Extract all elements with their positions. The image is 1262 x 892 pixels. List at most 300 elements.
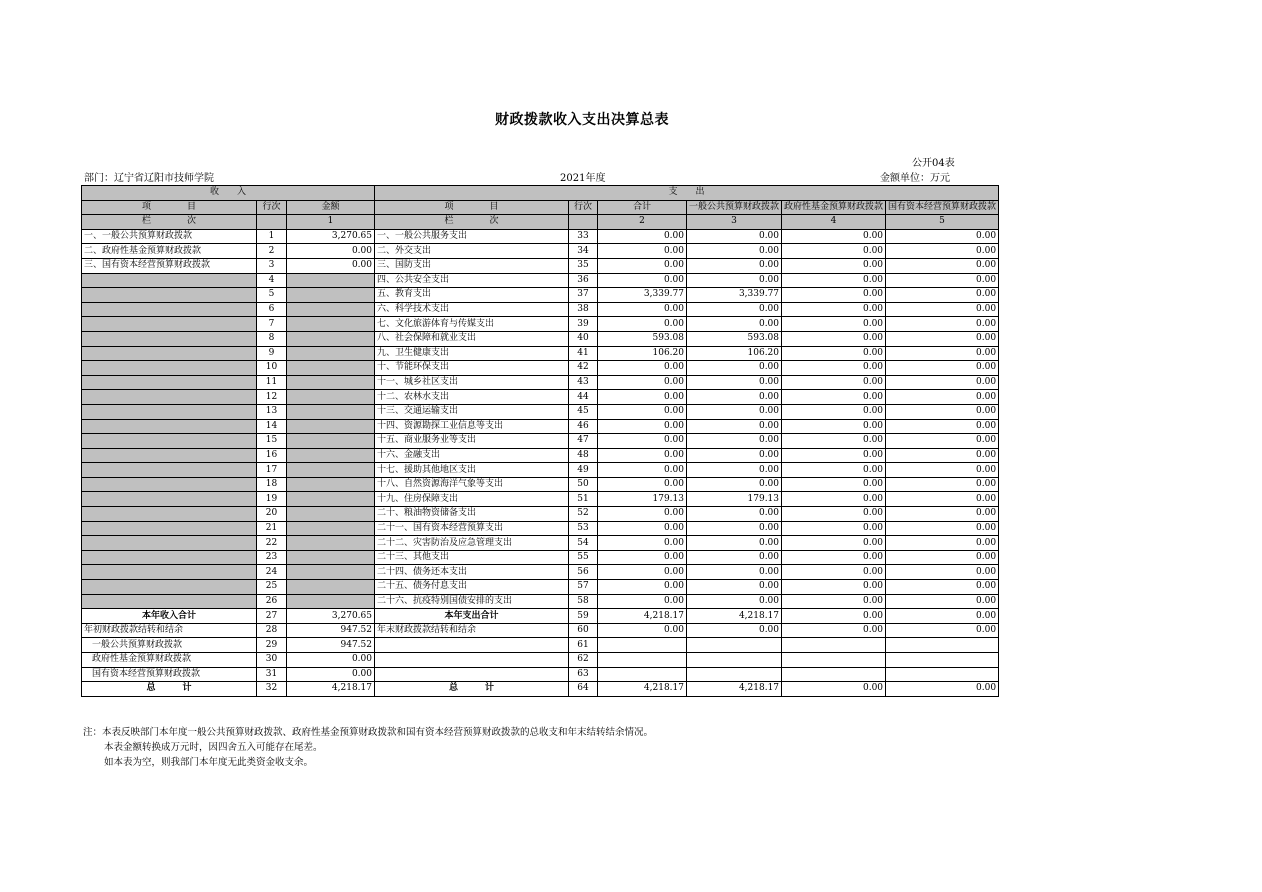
- state-capital-amount: 0.00: [886, 258, 999, 273]
- income-grand-total-amount: 4,218.17: [287, 682, 375, 697]
- income-amount: [287, 565, 375, 580]
- state-capital-amount: 0.00: [886, 434, 999, 449]
- state-capital-amount: [886, 653, 999, 668]
- expense-row-no: 63: [569, 667, 598, 682]
- expense-total: 3,339.77: [598, 288, 687, 303]
- state-capital-amount: 0.00: [886, 594, 999, 609]
- income-row-no: 22: [257, 536, 287, 551]
- gov-fund-amount: 0.00: [782, 580, 886, 595]
- income-item: [82, 361, 257, 376]
- general-budget-amount: 0.00: [687, 375, 782, 390]
- grand-total-row: [82, 682, 999, 697]
- expense-item: 六、科学技术支出: [375, 302, 569, 317]
- income-item: [82, 375, 257, 390]
- table-row: [82, 594, 999, 609]
- income-carry-item: 年初财政拨款结转和结余: [82, 623, 257, 638]
- gov-fund-amount: 0.00: [782, 375, 886, 390]
- table-row: [82, 258, 999, 273]
- expense-total: 0.00: [598, 594, 687, 609]
- income-amount: [287, 434, 375, 449]
- state-capital-amount: 0.00: [886, 361, 999, 376]
- expense-total: 4,218.17: [598, 682, 687, 697]
- expense-item: 五、教育支出: [375, 288, 569, 303]
- income-item: [82, 448, 257, 463]
- income-amount: [287, 594, 375, 609]
- income-year-total-label: 本年收入合计: [82, 609, 257, 624]
- expense-total: 593.08: [598, 331, 687, 346]
- general-budget-amount: 0.00: [687, 404, 782, 419]
- table-row: [82, 521, 999, 536]
- state-capital-amount: 0.00: [886, 419, 999, 434]
- expense-item: 十四、资源勘探工业信息等支出: [375, 419, 569, 434]
- general-budget-amount: 0.00: [687, 623, 782, 638]
- income-amount: [287, 492, 375, 507]
- income-item: [82, 302, 257, 317]
- state-capital-amount: 0.00: [886, 404, 999, 419]
- gov-fund-amount: 0.00: [782, 390, 886, 405]
- fiscal-year: 2021年度: [560, 173, 606, 184]
- expense-row-no: 36: [569, 273, 598, 288]
- income-carry-item: 国有资本经营预算财政拨款: [82, 667, 257, 682]
- table-row: [82, 244, 999, 259]
- general-budget-amount: [687, 667, 782, 682]
- expense-total: 0.00: [598, 404, 687, 419]
- gov-fund-amount: 0.00: [782, 623, 886, 638]
- expense-item: 二十、粮油物资储备支出: [375, 507, 569, 522]
- income-amount: [287, 361, 375, 376]
- column-index-1: 1: [287, 215, 375, 230]
- income-amount: [287, 317, 375, 332]
- gov-fund-amount: 0.00: [782, 477, 886, 492]
- expense-total: [598, 638, 687, 653]
- table-row: [82, 317, 999, 332]
- state-capital-amount: 0.00: [886, 244, 999, 259]
- income-item: [82, 565, 257, 580]
- section-header-row: [82, 186, 999, 201]
- table-row: [82, 580, 999, 595]
- income-amount: [287, 302, 375, 317]
- state-capital-amount: 0.00: [886, 448, 999, 463]
- expense-row-no: 60: [569, 623, 598, 638]
- income-section-header: 收 入: [82, 186, 375, 201]
- gov-fund-amount: 0.00: [782, 288, 886, 303]
- table-row: [82, 463, 999, 478]
- income-item: [82, 492, 257, 507]
- general-budget-amount: 0.00: [687, 448, 782, 463]
- income-amount: [287, 536, 375, 551]
- income-amount: 0.00: [287, 244, 375, 259]
- expense-total: 0.00: [598, 375, 687, 390]
- gov-fund-amount: 0.00: [782, 565, 886, 580]
- table-row: [82, 477, 999, 492]
- expense-row-no: 53: [569, 521, 598, 536]
- carry-row: [82, 638, 999, 653]
- table-row: [82, 361, 999, 376]
- amount-unit: 金额单位：万元: [880, 173, 950, 184]
- income-amount: [287, 346, 375, 361]
- expense-total: 179.13: [598, 492, 687, 507]
- income-row-no: 17: [257, 463, 287, 478]
- gov-fund-amount: 0.00: [782, 536, 886, 551]
- income-amount: [287, 448, 375, 463]
- expense-item: 七、文化旅游体育与传媒支出: [375, 317, 569, 332]
- income-amount: 947.52: [287, 623, 375, 638]
- gov-fund-amount: 0.00: [782, 594, 886, 609]
- expense-row-no: 43: [569, 375, 598, 390]
- income-row-no: 24: [257, 565, 287, 580]
- income-item: 二、政府性基金预算财政拨款: [82, 244, 257, 259]
- expense-row-no: 51: [569, 492, 598, 507]
- expense-item: 四、公共安全支出: [375, 273, 569, 288]
- expense-row-no: 35: [569, 258, 598, 273]
- table-row: [82, 507, 999, 522]
- state-capital-amount: 0.00: [886, 536, 999, 551]
- department-label: 部门：辽宁省辽阳市技师学院: [84, 173, 214, 184]
- income-item: [82, 521, 257, 536]
- table-row: [82, 346, 999, 361]
- income-item: [82, 536, 257, 551]
- general-budget-amount: 0.00: [687, 580, 782, 595]
- income-amount: [287, 463, 375, 478]
- gov-fund-amount: 0.00: [782, 609, 886, 624]
- income-item: 三、国有资本经营预算财政拨款: [82, 258, 257, 273]
- general-budget-amount: 0.00: [687, 507, 782, 522]
- income-amount: [287, 404, 375, 419]
- gov-fund-amount: 0.00: [782, 331, 886, 346]
- table-row: [82, 565, 999, 580]
- table-row: [82, 492, 999, 507]
- gov-fund-amount: 0.00: [782, 229, 886, 244]
- income-row-no: 28: [257, 623, 287, 638]
- gov-fund-amount: 0.00: [782, 258, 886, 273]
- expense-total: 0.00: [598, 507, 687, 522]
- gov-fund-amount: 0.00: [782, 682, 886, 697]
- income-row-no: 12: [257, 390, 287, 405]
- gov-fund-amount: 0.00: [782, 492, 886, 507]
- expense-row-no: 33: [569, 229, 598, 244]
- carry-row: [82, 667, 999, 682]
- expense-total: 0.00: [598, 623, 687, 638]
- expense-total: 0.00: [598, 361, 687, 376]
- income-row-no: 14: [257, 419, 287, 434]
- fiscal-allocation-table: [81, 185, 999, 697]
- income-item: [82, 419, 257, 434]
- footnote: 本表金额转换成万元时，因四舍五入可能存在尾差。: [104, 742, 323, 753]
- general-budget-amount: 0.00: [687, 302, 782, 317]
- gov-fund-amount: 0.00: [782, 302, 886, 317]
- expense-total: 4,218.17: [598, 609, 687, 624]
- expense-total: 0.00: [598, 477, 687, 492]
- general-budget-amount: 0.00: [687, 565, 782, 580]
- state-capital-amount: 0.00: [886, 682, 999, 697]
- expense-total: 0.00: [598, 390, 687, 405]
- income-item: [82, 507, 257, 522]
- expense-row-no: 41: [569, 346, 598, 361]
- income-row-no: 19: [257, 492, 287, 507]
- expense-item: 十二、农林水支出: [375, 390, 569, 405]
- income-amount: 947.52: [287, 638, 375, 653]
- general-budget-amount: 0.00: [687, 536, 782, 551]
- expense-item: 二十六、抗疫特别国债安排的支出: [375, 594, 569, 609]
- general-budget-amount: 0.00: [687, 273, 782, 288]
- general-budget-amount: 0.00: [687, 258, 782, 273]
- general-budget-amount: 0.00: [687, 244, 782, 259]
- income-amount: 0.00: [287, 667, 375, 682]
- expense-item: 二十四、债务还本支出: [375, 565, 569, 580]
- expense-item: 二十二、灾害防治及应急管理支出: [375, 536, 569, 551]
- income-item: [82, 550, 257, 565]
- expense-row-no: 44: [569, 390, 598, 405]
- gov-fund-amount: 0.00: [782, 404, 886, 419]
- carry-row: [82, 623, 999, 638]
- gov-fund-amount: [782, 653, 886, 668]
- general-budget-amount: 3,339.77: [687, 288, 782, 303]
- table-row: [82, 331, 999, 346]
- expense-item: 二十三、其他支出: [375, 550, 569, 565]
- gov-fund-amount: 0.00: [782, 317, 886, 332]
- expense-total: 0.00: [598, 258, 687, 273]
- general-budget-amount: 0.00: [687, 463, 782, 478]
- expense-carry-item: [375, 638, 569, 653]
- expense-row-no: 37: [569, 288, 598, 303]
- expense-row-no: 55: [569, 550, 598, 565]
- expense-total: 106.20: [598, 346, 687, 361]
- expense-item: 十、节能环保支出: [375, 361, 569, 376]
- expense-row-no: 34: [569, 244, 598, 259]
- income-item: [82, 404, 257, 419]
- income-carry-item: 一般公共预算财政拨款: [82, 638, 257, 653]
- state-capital-amount: 0.00: [886, 317, 999, 332]
- table-row: [82, 550, 999, 565]
- expense-item: 八、社会保障和就业支出: [375, 331, 569, 346]
- column-index-blank: [257, 215, 287, 230]
- income-item: [82, 580, 257, 595]
- general-budget-header: 一般公共预算财政拨款: [687, 200, 782, 215]
- income-amount: [287, 375, 375, 390]
- income-year-total-amount: 3,270.65: [287, 609, 375, 624]
- table-row: [82, 273, 999, 288]
- state-capital-amount: 0.00: [886, 507, 999, 522]
- gov-fund-amount: 0.00: [782, 361, 886, 376]
- general-budget-amount: 4,218.17: [687, 682, 782, 697]
- expense-item: 二十五、债务付息支出: [375, 580, 569, 595]
- footnote: 注：本表反映部门本年度一般公共预算财政拨款、政府性基金预算财政拨款和国有资本经营预算财政拨款的总收支和年末结转结余情况。: [83, 727, 654, 738]
- income-amount-header: 金额: [287, 200, 375, 215]
- expense-row-no: 56: [569, 565, 598, 580]
- state-capital-amount: 0.00: [886, 375, 999, 390]
- state-capital-amount: 0.00: [886, 331, 999, 346]
- income-amount: 0.00: [287, 653, 375, 668]
- income-row-no: 27: [257, 609, 287, 624]
- income-row-no: 23: [257, 550, 287, 565]
- table-row: [82, 288, 999, 303]
- income-row-no: 1: [257, 229, 287, 244]
- expense-item: 三、国防支出: [375, 258, 569, 273]
- income-item: [82, 346, 257, 361]
- state-capital-amount: 0.00: [886, 565, 999, 580]
- income-item: [82, 594, 257, 609]
- income-row-no: 18: [257, 477, 287, 492]
- income-amount: [287, 507, 375, 522]
- income-item: [82, 434, 257, 449]
- state-capital-amount: [886, 638, 999, 653]
- income-amount: [287, 331, 375, 346]
- table-row: [82, 229, 999, 244]
- income-amount: [287, 580, 375, 595]
- expense-row-no: 58: [569, 594, 598, 609]
- general-budget-amount: 106.20: [687, 346, 782, 361]
- expense-item: 十六、金融支出: [375, 448, 569, 463]
- report-title: 财政拨款收入支出决算总表: [495, 112, 669, 128]
- form-code: 公开04表: [912, 158, 955, 169]
- income-item: [82, 331, 257, 346]
- income-amount: [287, 419, 375, 434]
- expense-row-no: 61: [569, 638, 598, 653]
- table-row: [82, 302, 999, 317]
- gov-fund-amount: 0.00: [782, 434, 886, 449]
- expense-carry-item: 年末财政拨款结转和结余: [375, 623, 569, 638]
- income-row-no: 29: [257, 638, 287, 653]
- income-amount: [287, 550, 375, 565]
- column-index-label: 栏 次: [82, 215, 257, 230]
- income-row-no: 7: [257, 317, 287, 332]
- income-row-no: 4: [257, 273, 287, 288]
- expense-row-no: 50: [569, 477, 598, 492]
- column-index-2: 2: [598, 215, 687, 230]
- column-index-5: 5: [886, 215, 999, 230]
- state-capital-amount: 0.00: [886, 288, 999, 303]
- income-item: [82, 463, 257, 478]
- income-row-no: 15: [257, 434, 287, 449]
- expense-row-no: 39: [569, 317, 598, 332]
- gov-fund-amount: 0.00: [782, 463, 886, 478]
- expense-total: [598, 667, 687, 682]
- expense-total: 0.00: [598, 463, 687, 478]
- expense-item: 九、卫生健康支出: [375, 346, 569, 361]
- expense-row-no: 52: [569, 507, 598, 522]
- income-amount: [287, 273, 375, 288]
- income-item-header: 项 目: [82, 200, 257, 215]
- state-capital-amount: [886, 667, 999, 682]
- general-budget-amount: 0.00: [687, 521, 782, 536]
- income-row-no: 31: [257, 667, 287, 682]
- income-row-no: 13: [257, 404, 287, 419]
- column-index-label: 栏 次: [375, 215, 569, 230]
- gov-fund-header: 政府性基金预算财政拨款: [782, 200, 886, 215]
- income-amount: [287, 390, 375, 405]
- state-capital-amount: 0.00: [886, 609, 999, 624]
- general-budget-amount: 0.00: [687, 390, 782, 405]
- gov-fund-amount: 0.00: [782, 346, 886, 361]
- table-row: [82, 434, 999, 449]
- state-capital-amount: 0.00: [886, 580, 999, 595]
- state-capital-amount: 0.00: [886, 229, 999, 244]
- income-row-no: 11: [257, 375, 287, 390]
- column-header-row: [82, 200, 999, 215]
- expense-total: 0.00: [598, 244, 687, 259]
- income-item: 一、一般公共预算财政拨款: [82, 229, 257, 244]
- gov-fund-amount: 0.00: [782, 244, 886, 259]
- state-capital-amount: 0.00: [886, 390, 999, 405]
- gov-fund-amount: 0.00: [782, 507, 886, 522]
- expense-row-no: 45: [569, 404, 598, 419]
- income-row-no: 30: [257, 653, 287, 668]
- gov-fund-amount: [782, 667, 886, 682]
- expense-total: [598, 653, 687, 668]
- general-budget-amount: 0.00: [687, 317, 782, 332]
- expense-row-no: 64: [569, 682, 598, 697]
- income-amount: 0.00: [287, 258, 375, 273]
- state-capital-amount: 0.00: [886, 550, 999, 565]
- general-budget-amount: 4,218.17: [687, 609, 782, 624]
- column-index-blank: [569, 215, 598, 230]
- state-capital-amount: 0.00: [886, 623, 999, 638]
- state-capital-amount: 0.00: [886, 492, 999, 507]
- expense-item-header: 项 目: [375, 200, 569, 215]
- year-total-row: [82, 609, 999, 624]
- income-row-no: 9: [257, 346, 287, 361]
- expense-item: 十三、交通运输支出: [375, 404, 569, 419]
- state-capital-amount: 0.00: [886, 521, 999, 536]
- column-index-3: 3: [687, 215, 782, 230]
- expense-row-no: 49: [569, 463, 598, 478]
- expense-total: 0.00: [598, 565, 687, 580]
- expense-section-header: 支 出: [375, 186, 999, 201]
- income-item: [82, 477, 257, 492]
- income-row-no: 2: [257, 244, 287, 259]
- carry-row: [82, 653, 999, 668]
- income-row-no: 25: [257, 580, 287, 595]
- expense-item: 十八、自然资源海洋气象等支出: [375, 477, 569, 492]
- expense-row-no: 62: [569, 653, 598, 668]
- income-row-no: 8: [257, 331, 287, 346]
- general-budget-amount: 0.00: [687, 361, 782, 376]
- expense-total: 0.00: [598, 448, 687, 463]
- income-row-no: 6: [257, 302, 287, 317]
- expense-item: 十一、城乡社区支出: [375, 375, 569, 390]
- total-header: 合计: [598, 200, 687, 215]
- general-budget-amount: 0.00: [687, 594, 782, 609]
- income-amount: 3,270.65: [287, 229, 375, 244]
- state-capital-amount: 0.00: [886, 302, 999, 317]
- income-row-no: 26: [257, 594, 287, 609]
- income-item: [82, 288, 257, 303]
- gov-fund-amount: 0.00: [782, 448, 886, 463]
- gov-fund-amount: 0.00: [782, 419, 886, 434]
- general-budget-amount: [687, 638, 782, 653]
- general-budget-amount: 179.13: [687, 492, 782, 507]
- expense-total: 0.00: [598, 273, 687, 288]
- gov-fund-amount: 0.00: [782, 521, 886, 536]
- income-row-no-header: 行次: [257, 200, 287, 215]
- expense-row-no: 38: [569, 302, 598, 317]
- general-budget-amount: 0.00: [687, 229, 782, 244]
- expense-total: 0.00: [598, 302, 687, 317]
- expense-row-no: 46: [569, 419, 598, 434]
- income-row-no: 5: [257, 288, 287, 303]
- state-capital-amount: 0.00: [886, 273, 999, 288]
- column-index-row: [82, 215, 999, 230]
- general-budget-amount: 0.00: [687, 550, 782, 565]
- income-amount: [287, 288, 375, 303]
- state-capital-amount: 0.00: [886, 463, 999, 478]
- income-carry-item: 政府性基金预算财政拨款: [82, 653, 257, 668]
- expense-item: 二、外交支出: [375, 244, 569, 259]
- expense-item: 二十一、国有资本经营预算支出: [375, 521, 569, 536]
- income-item: [82, 317, 257, 332]
- table-row: [82, 448, 999, 463]
- expense-row-no: 59: [569, 609, 598, 624]
